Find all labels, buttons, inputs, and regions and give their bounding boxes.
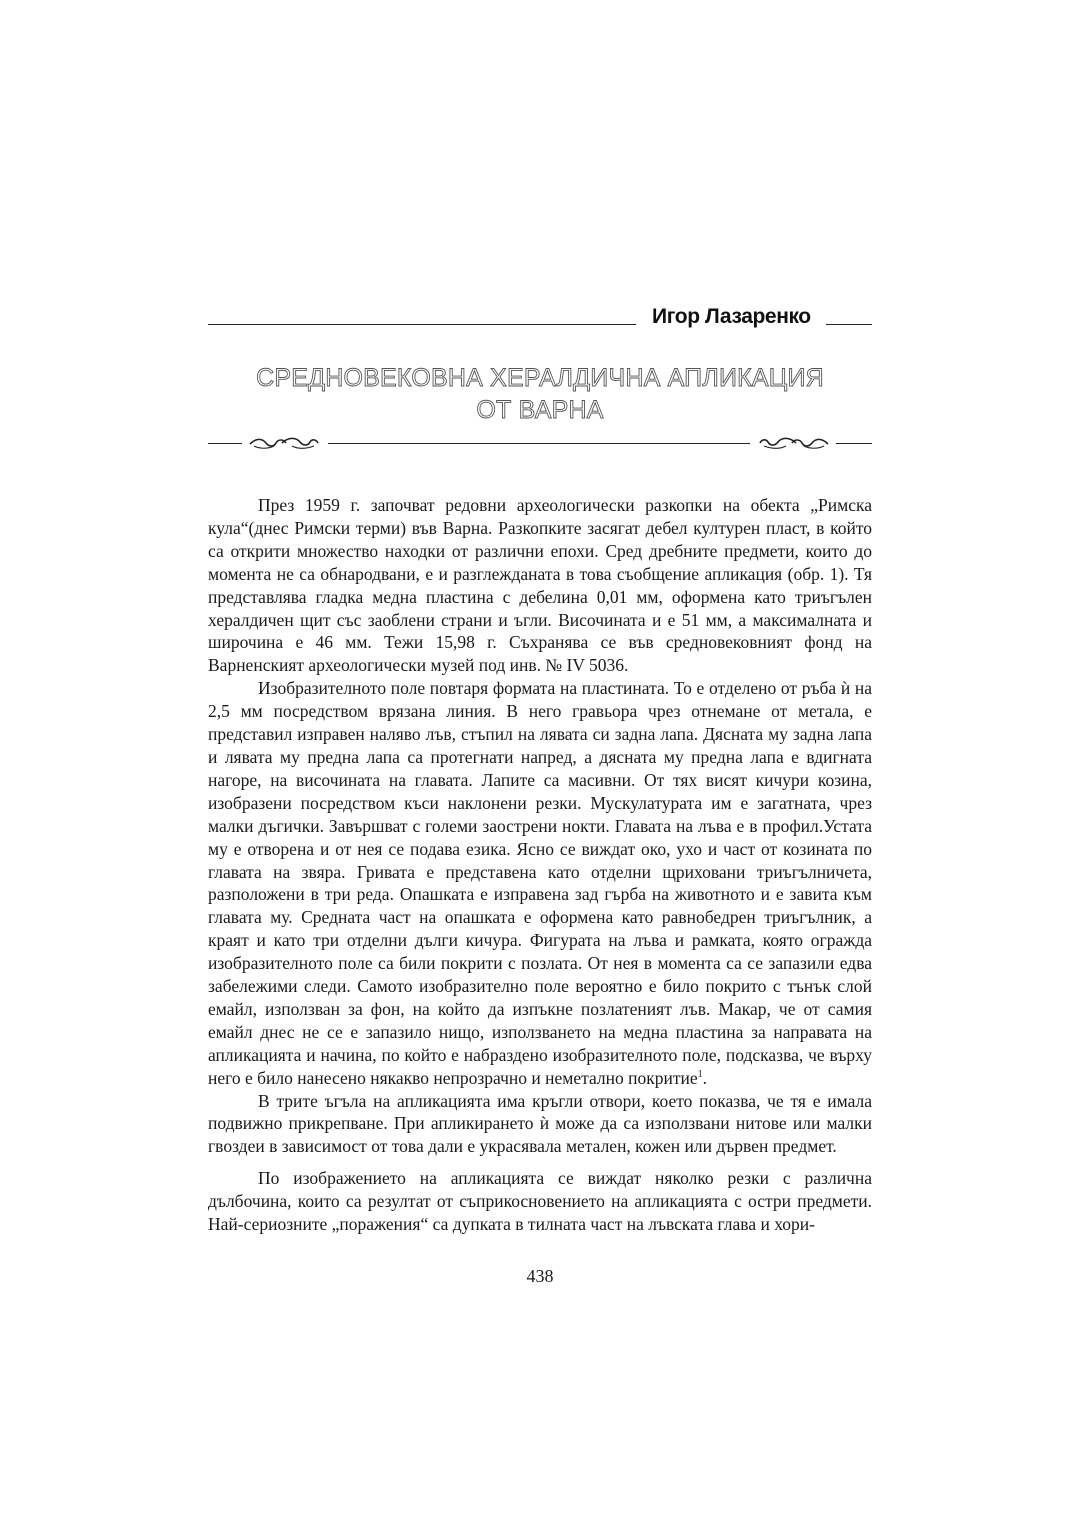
divider-rule [208, 443, 242, 444]
divider-rule [328, 443, 750, 444]
scroll-ornament-icon [758, 435, 830, 451]
header-rule-left [208, 324, 636, 325]
paragraph: По изображението на апликацията се виждат няколко резки с различна дълбочина, които са резултат от съприкосновението на апликацията с остри предмети. Най-сериозните „поражения“ са дупката в тилната част на лъвската глава и хори- [208, 1168, 872, 1235]
paragraph: В трите ъгъла на апликацията има кръгли отвори, което показва, че тя е имала подвижно прикрепване. При апликирането ѝ може да са използвани нитове или малки гвоздеи в зависимост от това дали е украсявала метален, кожен или дървен предмет. [208, 1090, 872, 1157]
scroll-ornament-icon [248, 435, 320, 451]
paragraph: Изобразителното поле повтаря формата на пластината. То е отделено от ръба ѝ на 2,5 мм посредством врязана линия. В него гравьора чрез отнемане от метала, е представил изправен наляво лъв, стъпил на лявата си задна лапа. Дясната му задна лапа и лявата му предна лапа са протегнати напред, а дясната му предна лапа е вдигната нагоре, на височината на главата. Лапите са масивни. От тях висят кичури козина, изобразени посредством къси наклонени резки. Мускулатурата им е загатната, чрез малки дъгички. Завършват с големи заострени нокти. Главата на лъва е в профил.Устата му е отворена и от нея се подава езика. Ясно се виждат око, ухо и част от козината по главата на звяра. Гривата е представена като отделни щриховани триъгълничета, разположени в три реда. Опашката е изправена зад гърба на животното и е завита към главата му. Средната част на опашката е оформена като равнобедрен триъгълник, а краят и като три отделни дълги кичура. Фигурата на лъва и рамката, която огражда изобразителното поле са били покрити с позлата. От нея в момента са се запазили едва забележими следи. Самото изобразително поле вероятно е било покрито с тънък слой емайл, използван за фон, на който да изпъкне позлатеният лъв. Макар, че от самия емайл днес не се е запазило нищо, използването на медна пластина за направата на апликацията и начина, по който е набраздено изобразителното поле, подсказва, че върху него е било нанесено някакво непрозрачно и неметално покритие$^1$. [208, 678, 872, 1088]
header-rule-right [826, 324, 872, 325]
divider-rule [836, 443, 872, 444]
footnote-marker: 1 [697, 1068, 703, 1080]
running-header [208, 305, 872, 337]
ornamental-divider [208, 433, 872, 453]
page-number: 438 [526, 1266, 554, 1286]
article-title [208, 362, 872, 426]
paragraph-text: Изобразителното поле повтаря формата на пластината. То е отделено от ръба ѝ на 2,5 мм посредством врязана линия. В него гравьора чрез отнемане от метала, е представил изправен наляво лъв, стъпил на лявата си задна лапа. Дясната му задна лапа и лявата му предна лапа са протегнати напред, а дясната му предна лапа е вдигната нагоре, на височината на главата. Лапите са масивни. От тях висят кичури козина, изобразени посредством къси наклонени резки. Мускулатурата им е загатната, чрез малки дъгички. Завършват с големи заострени нокти. Главата на лъва е в профил.Устата му е отворена и от нея се подава езика. Ясно се виждат око, ухо и част от козината по главата на звяра. Гривата е представена като отделни щриховани триъгълничета, разположени в три реда. Опашката е изправена зад гърба на животното и е завита към главата му. Средната част на опашката е оформена като равнобедрен триъгълник, а краят и като три отделни дълги кичура. Фигурата на лъва и рамката, която огражда изобразителното поле са били покрити с позлата. От нея в момента са се запазили едва забележими следи. Самото изобразително поле вероятно е било покрито с тънък слой емайл, използван за фон, на който да изпъкне позлатеният лъв. Макар, че от самия емайл днес не се е запазило нищо, използването на медна пластина за направата на апликацията и начина, по който е набраздено изобразителното поле, подсказва, че върху него е било нанесено някакво непрозрачно и неметално покритие [208, 678, 872, 1088]
article-body [208, 494, 872, 1236]
title-line-2: ОТ ВАРНА [476, 396, 604, 424]
author-name: Игор Лазаренко [652, 305, 811, 328]
paragraph: През 1959 г. започват редовни археологически разкопки на обекта „Римска кула“(днес Римски терми) във Варна. Разкопките засягат дебел културен пласт, в който са открити множество находки от различни епохи. Сред дребните предмети, които до момента не са обнародвани, е и разглежданата в това съобщение апликация (обр. 1). Тя представлява гладка медна пластина с дебелина 0,01 мм, оформена като триъгълен хералдичен щит със заоблени страни и ъгли. Височината и е 51 мм, а максималната и широчина е 46 мм. Тежи 15,98 г. Съхранява се във средновековният фонд на Варненският археологически музей под инв. № IV 5036. [208, 495, 872, 676]
title-line-1: СРЕДНОВЕКОВНА ХЕРАЛДИЧНА АПЛИКАЦИЯ [256, 364, 824, 392]
